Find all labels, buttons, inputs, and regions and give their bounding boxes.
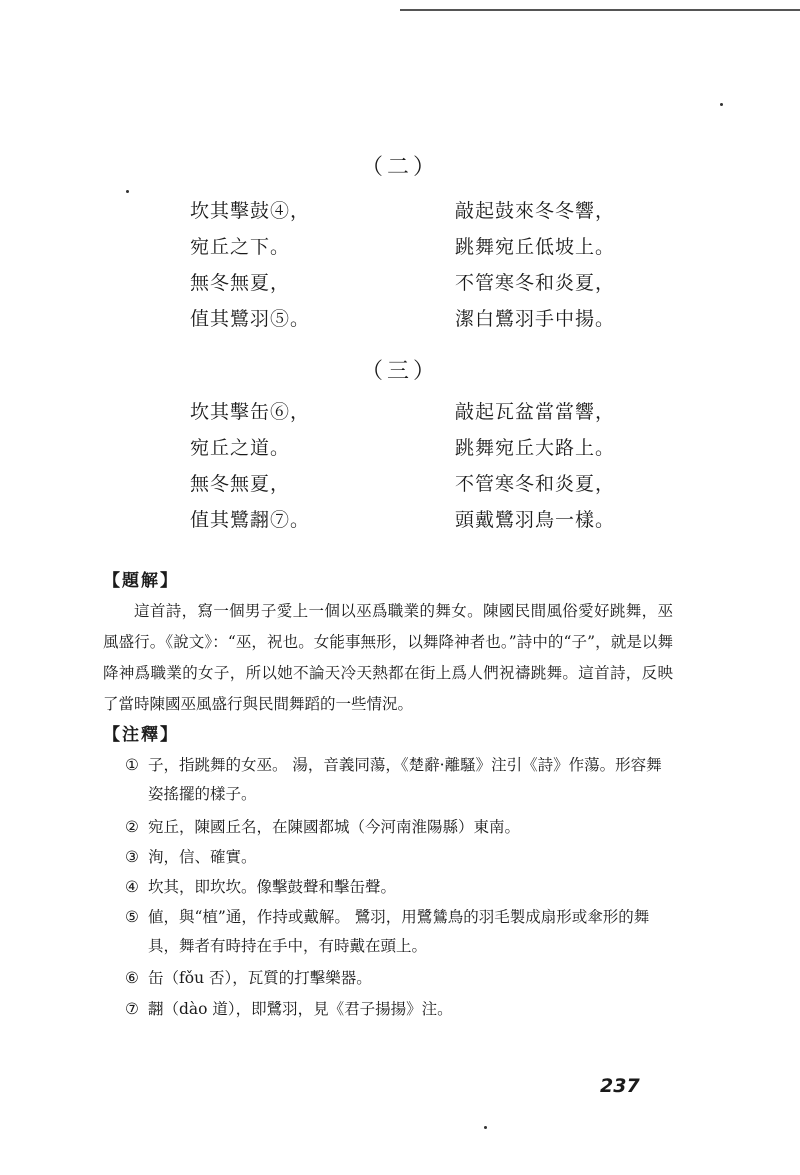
translation-line: 頭戴鷺羽鳥一樣。 [455,509,616,531]
note-text: 子，指跳舞的女巫。 湯，音義同蕩，《楚辭·離騷》注引《詩》作蕩。形容舞姿搖擺的樣子。 [148,756,662,803]
note-number: ① [125,756,139,774]
verse-line [0,196,800,232]
note-number: ⑥ [125,969,139,987]
note-number: ⑦ [125,1000,139,1018]
original-line: 無冬無夏， [190,272,291,294]
original-line: 無冬無夏， [190,473,291,495]
note-item [125,873,670,902]
note-text: 缶（fǒu 否），瓦質的打擊樂器。 [148,969,372,987]
original-line: 值其鷺翿⑦。 [190,509,311,531]
verse-line [0,505,800,541]
note-item [125,751,670,809]
notes-heading: 【注釋】 [103,725,179,745]
translation-line: 不管寒冬和炎夏， [455,473,616,495]
translation-line: 跳舞宛丘低坡上。 [455,236,616,258]
verse-line [0,469,800,505]
note-text: 洵，信、確實。 [148,848,257,866]
translation-line: 跳舞宛丘大路上。 [455,437,616,459]
top-rule [400,9,800,11]
note-number: ② [125,818,139,836]
note-item [125,964,670,993]
note-item [125,903,670,961]
translation-line: 潔白鷺羽手中揚。 [455,308,616,330]
note-number: ⑤ [125,908,139,926]
note-item [125,995,670,1024]
note-text: 翿（dào 道），即鷺羽，見《君子揚揚》注。 [148,1000,453,1018]
stanza-title: （三） [360,359,439,384]
original-line: 宛丘之下。 [190,236,291,258]
explanation-text: 這首詩，寫一個男子愛上一個以巫爲職業的舞女。陳國民間風俗愛好跳舞，巫風盛行。《說文》：“巫，祝也。女能事無形，以舞降神者也。”詩中的“子”，就是以舞降神爲職業的女子，所以她不論天冷天熱都在街上爲人們祝禱跳舞。這首詩，反映了當時陳國巫風盛行與民間舞蹈的一些情況。 [103,602,673,713]
note-text: 坎其，即坎坎。像擊鼓聲和擊缶聲。 [148,878,397,896]
note-text: 宛丘，陳國丘名，在陳國都城（今河南淮陽縣）東南。 [148,818,521,836]
verse-line [0,397,800,433]
translation-line: 敲起鼓來冬冬響， [455,200,616,222]
verse-line [0,304,800,340]
speck [720,103,723,106]
stanza [0,196,800,340]
note-number: ④ [125,878,139,896]
original-line: 坎其擊缶⑥， [190,401,311,423]
translation-line: 不管寒冬和炎夏， [455,272,616,294]
original-line: 坎其擊鼓④， [190,200,311,222]
note-text: 値，與“植”通，作持或戴解。 鷺羽，用鷺鷥鳥的羽毛製成扇形或傘形的舞具，舞者有時持在手中，有時戴在頭上。 [148,908,650,955]
original-line: 宛丘之道。 [190,437,291,459]
explanation-heading: 【題解】 [103,571,179,591]
verse-line [0,232,800,268]
original-line: 值其鷺羽⑤。 [190,308,311,330]
translation-line: 敲起瓦盆當當響， [455,401,616,423]
speck [126,190,129,193]
verse-line [0,433,800,469]
note-item [125,813,670,842]
note-item [125,843,670,872]
note-number: ③ [125,848,139,866]
page-number: 237 [600,1075,640,1097]
verse-line [0,268,800,304]
speck [484,1126,487,1129]
stanza [0,397,800,541]
stanza-title: （二） [360,155,439,180]
